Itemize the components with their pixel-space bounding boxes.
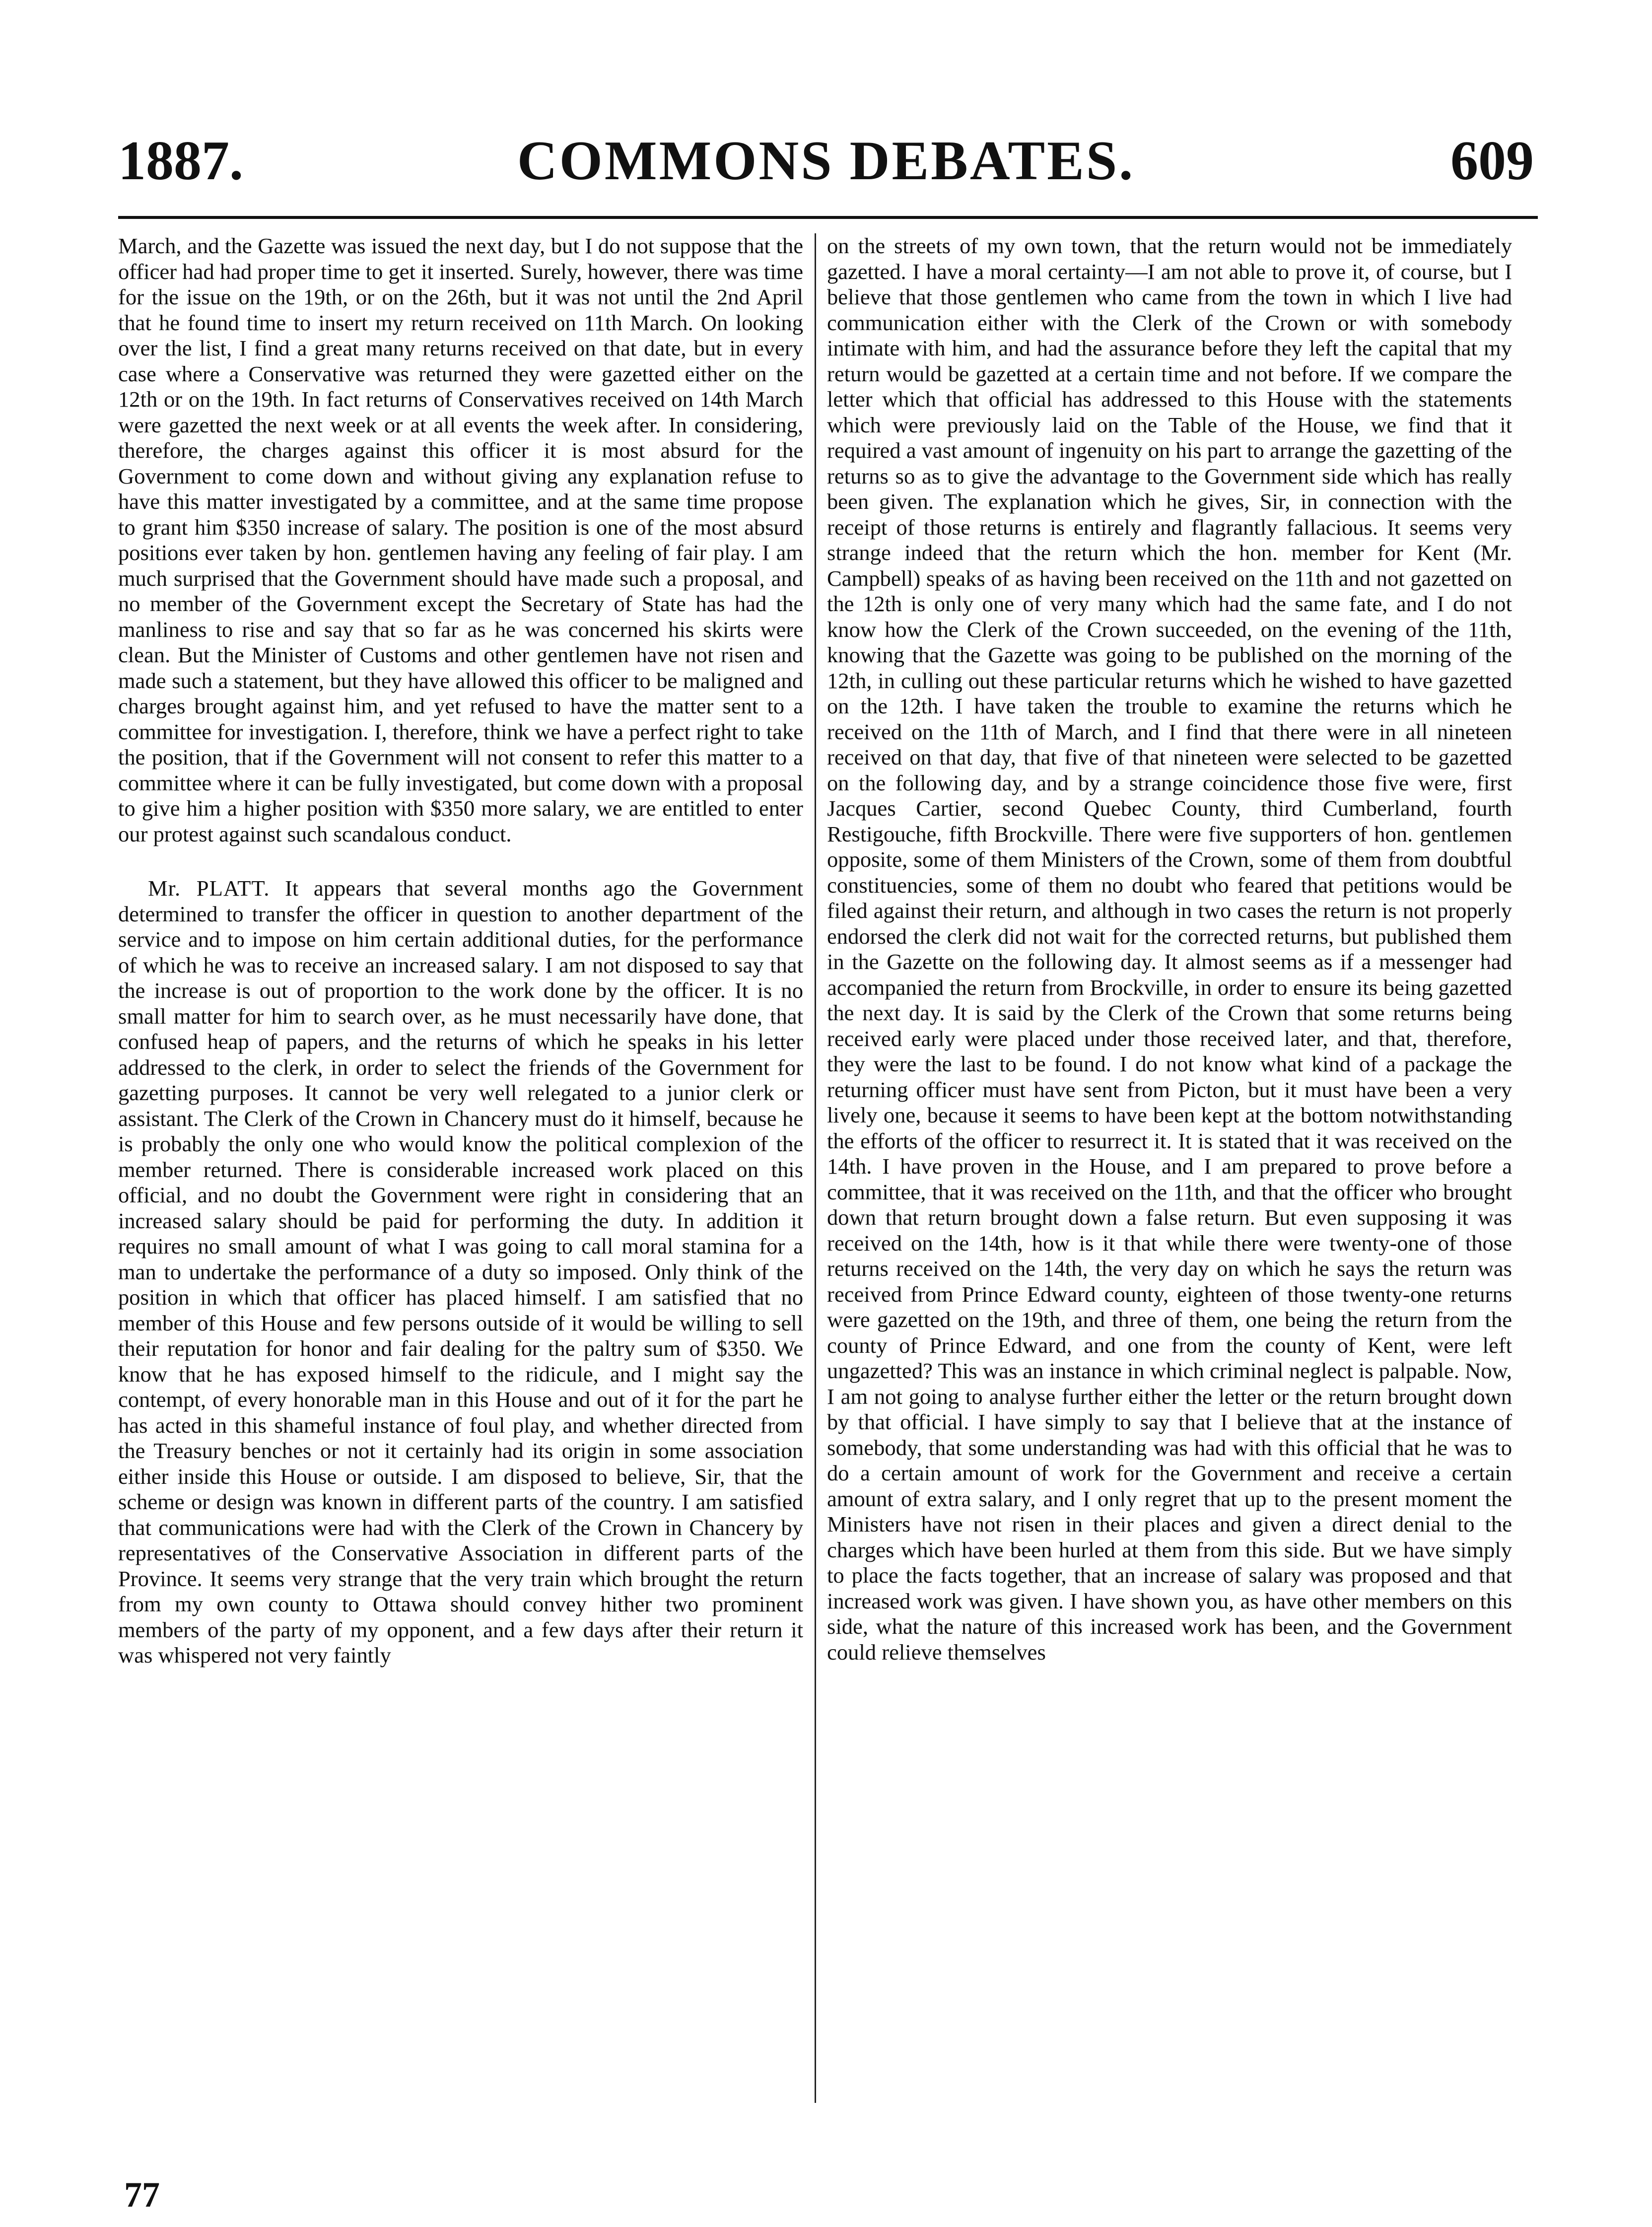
speaker-name: Mr. PLATT. (148, 876, 270, 901)
header-year: 1887. (118, 130, 243, 192)
right-paragraph-1: on the streets of my own town, that the return would not be immediately gazetted. I have a moral certainty—I am not able to prove it, of course, but I believe that those gentlemen who came from the town in which I live had communication either with the Clerk of the Crown or with somebody intimate with him, and had the assurance before they left the capital that my return would be gazetted at a certain time and not before. If we compare the letter which that official has addressed to this House with the statements which were previously laid on the Table of the House, we find that it required a vast amount of ingenuity on his part to arrange the gazetting of the returns so as to give the advantage to the Government side which has really been given. The explanation which he gives, Sir, in connection with the receipt of those returns is entirely and flagrantly fallacious. It seems very strange indeed that the return which the hon. member for Kent (Mr. Campbell) speaks of as having been received on the 11th and not gazetted on the 12th is only one of very many which had the same fate, and I do not know how the Clerk of the Crown succeeded, on the evening of the 11th, knowing that the Gazette was going to be published on the morning of the 12th, in culling out these particular returns which he wished to have gazetted on the 12th. I have taken the trouble to examine the returns which he received on the 11th of March, and I find that there were in all nineteen received on that day, that five of that nineteen were selected to be gazetted on the following day, and by a strange coincidence those five were, first Jacques Cartier, second Quebec County, third Cumberland, fourth Restigouche, fifth Brockville. There were five supporters of hon. gentlemen opposite, some of them Ministers of the Crown, some of them from doubtful constituencies, some of them no doubt who feared that petitions would be filed against their return, and although in two cases the return is not properly endorsed the clerk did not wait for the corrected returns, but published them in the Gazette on the following day. It almost seems as if a messenger had accompanied the return from Brockville, in order to ensure its being gazetted the next day. It is said by the Clerk of the Crown that some returns being received early were placed under those received later, and that, therefore, they were the last to be found. I do not know what kind of a package the returning officer must have sent from Picton, but it must have been a very lively one, because it seems to have been kept at the bottom notwithstanding the efforts of the officer to resurrect it. It is stated that it was received on the 14th. I have proven in the House, and I am prepared to prove before a committee, that it was received on the 11th, and that the officer who brought down that return brought down a false return. But even supposing it was received on the 14th, how is it that while there were twenty-one of those returns received on the 14th, the very day on which he says the return was received from Prince Edward county, eighteen of those twenty-one returns were gazetted on the 19th, and three of them, one being the return from the county of Prince Edward, and one from the county of Kent, were left ungazetted? This was an instance in which criminal neglect is palpable. Now, I am not going to analyse further either the letter or the return brought down by that official. I have simply to say that I believe that at the instance of somebody, that some understanding was had with this official that he was to do a certain amount of work for the Government and receive a certain amount of extra salary, and I only regret that up to the present moment the Ministers have not risen in their places and given a direct denial to the charges which have been hurled at them from this side. But we have simply to place the facts together, that an increase of salary was proposed and that increased work was given. I have shown you, as have other members on this side, what the nature of this increased work has been, and the Government could relieve themselves (827, 233, 1512, 1665)
page-header (118, 130, 1534, 208)
speech-text: It appears that several months ago the Government determined to transfer the officer in question to another department of the service and to impose on him certain additional duties, for the performance of which he was to receive an increased salary. I am not disposed to say that the increase is out of proportion to the work done by the officer. It is no small matter for him to search over, as he must necessarily have done, that confused heap of papers, and the returns of which he speaks in his letter addressed to the clerk, in order to select the friends of the Government for gazetting purposes. It cannot be very well relegated to a junior clerk or assistant. The Clerk of the Crown in Chancery must do it himself, because he is probably the only one who would know the political complexion of the member returned. There is considerable increased work placed on this official, and no doubt the Government were right in considering that an increased salary should be paid for performing the duty. In addition it requires no small amount of what I was going to call moral stamina for a man to undertake the performance of a duty so imposed. Only think of the position in which that officer has placed himself. I am satisfied that no member of this House and few persons outside of it would be willing to sell their reputation for honor and fair dealing for the paltry sum of $350. We know that he has exposed himself to the ridicule, and I might say the contempt, of every honorable man in this House and out of it for the part he has acted in this shameful instance of foul play, and whether directed from the Treasury benches or not it certainly had its origin in some association either inside this House or outside. I am disposed to believe, Sir, that the scheme or design was known in different parts of the country. I am satisfied that communications were had with the Clerk of the Crown in Chancery by representatives of the Conservative Association in different parts of the Province. It seems very strange that the very train which brought the return from my own county to Ottawa should convey hither two prominent members of the party of my opponent, and a few days after their return it was whispered not very faintly (118, 876, 803, 1668)
header-title: COMMONS DEBATES. (517, 130, 1135, 192)
right-column (827, 233, 1512, 2103)
header-page-number: 609 (1450, 130, 1534, 192)
left-paragraph-1: March, and the Gazette was issued the next day, but I do not suppose that the officer had had proper time to get it inserted. Surely, however, there was time for the issue on the 19th, or on the 26th, but it was not until the 2nd April that he found time to insert my return received on 11th March. On looking over the list, I find a great many returns received on that date, but in every case where a Conservative was returned they were gazetted either on the 12th or on the 19th. In fact returns of Conservatives received on 14th March were gazetted the next week or at all events the week after. In considering, therefore, the charges against this officer it is most absurd for the Government to come down and without giving any explanation refuse to have this matter investigated by a committee, and at the same time propose to grant him $350 increase of salary. The position is one of the most absurd positions ever taken by hon. gentlemen having any feeling of fair play. I am much surprised that the Government should have made such a proposal, and no member of the Government except the Secretary of State has had the manliness to rise and say that so far as he was concerned his skirts were clean. But the Minister of Customs and other gentlemen have not risen and made such a statement, but they have allowed this officer to be maligned and charges brought against him, and yet refused to have the matter sent to a committee for investigation. I, therefore, think we have a perfect right to take the position, that if the Government will not consent to refer this matter to a committee where it can be fully investigated, but come down with a proposal to give him a higher position with $350 more salary, we are entitled to enter our protest against such scandalous conduct. (118, 233, 803, 846)
header-rule (118, 216, 1538, 219)
signature-mark: 77 (124, 2175, 160, 2215)
text-columns (118, 233, 1534, 2103)
left-column (118, 233, 803, 2103)
left-paragraph-2 (118, 876, 803, 1669)
column-divider (815, 233, 816, 2103)
